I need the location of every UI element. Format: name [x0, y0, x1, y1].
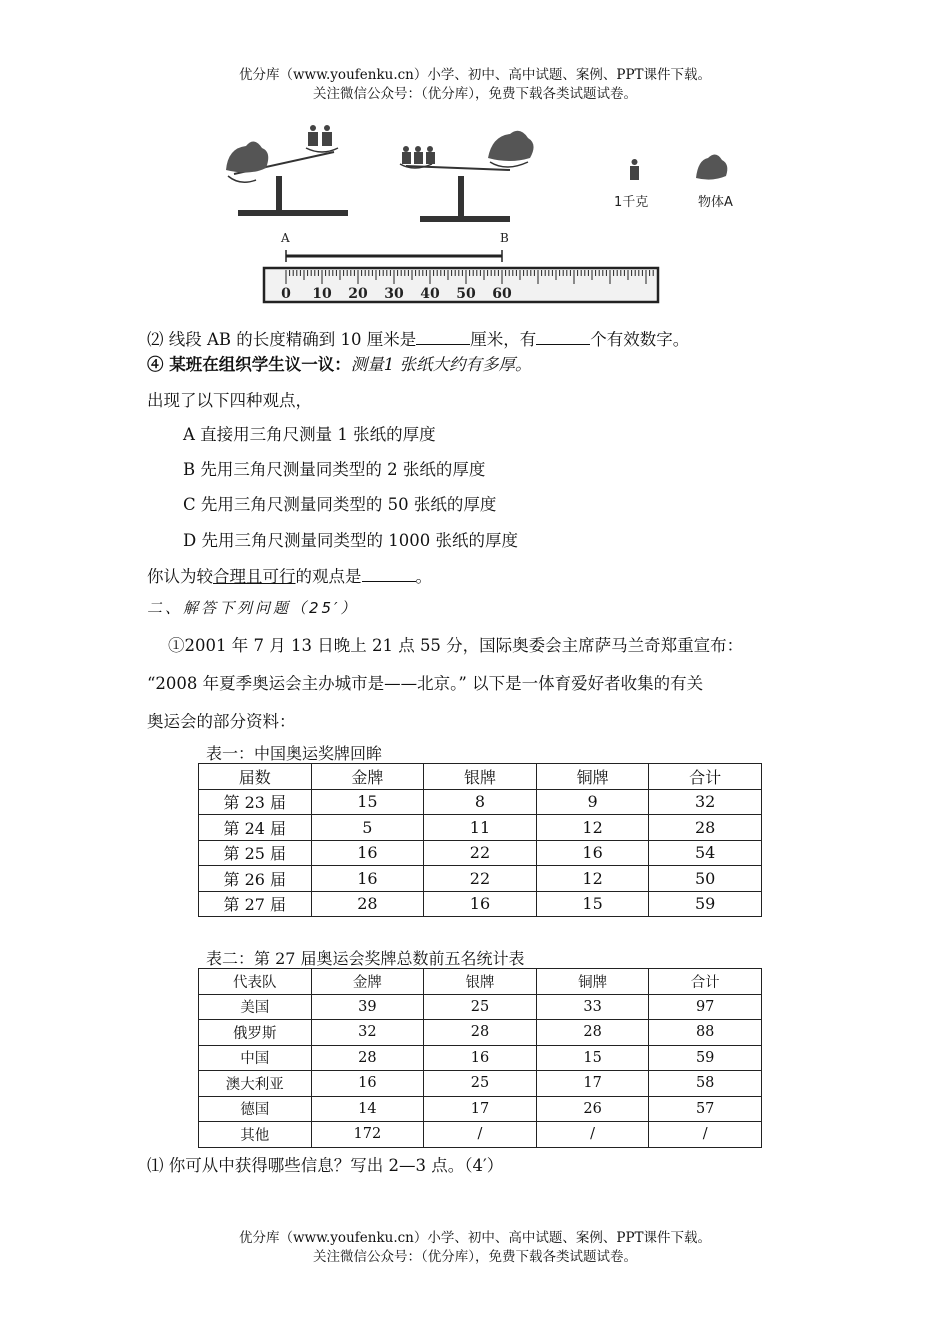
table-cell: 26 [536, 1096, 649, 1122]
answer-blank[interactable] [362, 567, 416, 582]
table-2 [198, 968, 762, 1148]
table-1 [198, 763, 762, 917]
table-cell: / [424, 1122, 537, 1148]
table-cell: 17 [424, 1096, 537, 1122]
table-cell: 39 [311, 994, 424, 1020]
table-row [199, 994, 762, 1020]
table-cell: 8 [424, 789, 537, 815]
weight-block [402, 152, 411, 164]
weight-block [426, 152, 435, 164]
table-header-cell: 铜牌 [536, 969, 649, 995]
left-balance [226, 125, 348, 216]
option-c: C 先用三角尺测量同类型的 50 张纸的厚度 [183, 495, 497, 514]
object-a-shape [488, 131, 534, 161]
weight-legend-label: 1千克 [614, 195, 649, 210]
ruler-label: 30 [384, 286, 404, 302]
table-row [199, 789, 762, 815]
table-1-caption: 表一：中国奥运奖牌回眸 [206, 744, 383, 763]
table-row [199, 1071, 762, 1097]
option-d: D 先用三角尺测量同类型的 1000 张纸的厚度 [183, 531, 518, 550]
table-cell: 俄罗斯 [199, 1020, 312, 1046]
table-cell: 97 [649, 994, 762, 1020]
paragraph-line-2: “2008 年夏季奥运会主办城市是——北京。” 以下是一体育爱好者收集的有关 [147, 674, 704, 693]
weight-block [322, 132, 332, 146]
table-row [199, 866, 762, 892]
table-cell: 9 [536, 789, 649, 815]
answer-line: 你认为较合理且可行的观点是 。 [147, 567, 432, 586]
table-header-cell: 银牌 [424, 764, 537, 790]
legend [614, 154, 733, 210]
table-cell: 16 [536, 840, 649, 866]
ruler-label: 0 [281, 286, 291, 302]
header-line-2: 关注微信公众号：（优分库），免费下载各类试题试卷。 [313, 86, 637, 102]
footer-line-1: 优分库（www.youfenku.cn）小学、初中、高中试题、案例、PPT课件下载。 [238, 1230, 712, 1246]
table-cell: 33 [536, 994, 649, 1020]
ruler-label: 50 [456, 286, 476, 302]
table-header-cell: 合计 [649, 764, 762, 790]
weight-legend-icon [630, 166, 639, 180]
table-cell: 16 [424, 1045, 537, 1071]
footer-line-2: 关注微信公众号：（优分库），免费下载各类试题试卷。 [313, 1249, 637, 1265]
table-cell: 16 [311, 1071, 424, 1097]
table-cell: 50 [649, 866, 762, 892]
table-row [199, 1122, 762, 1148]
table-cell: 第 25 届 [199, 840, 312, 866]
table-header-cell: 届数 [199, 764, 312, 790]
table-header-cell: 代表队 [199, 969, 312, 995]
table-cell: 58 [649, 1071, 762, 1097]
table-cell: 15 [311, 789, 424, 815]
table-cell: 28 [311, 1045, 424, 1071]
table-cell: 14 [311, 1096, 424, 1122]
table-row [199, 840, 762, 866]
table-cell: 第 26 届 [199, 866, 312, 892]
table-cell: 其他 [199, 1122, 312, 1148]
table-header-cell: 合计 [649, 969, 762, 995]
table-cell: 59 [649, 891, 762, 917]
table-cell: 第 27 届 [199, 891, 312, 917]
question-2: ⑵ 线段 AB 的长度精确到 10 厘米是 厘米，有 个有效数字。 [147, 330, 690, 349]
table-cell: 第 23 届 [199, 789, 312, 815]
table-cell: 25 [424, 1071, 537, 1097]
table-cell: 28 [536, 1020, 649, 1046]
table-cell: 5 [311, 815, 424, 841]
table-cell: 25 [424, 994, 537, 1020]
table-header-cell: 银牌 [424, 969, 537, 995]
question-last: ⑴ 你可从中获得哪些信息？写出 2—3 点。（4′） [147, 1156, 504, 1175]
table-row [199, 891, 762, 917]
table-header-cell: 金牌 [311, 969, 424, 995]
table-cell: 17 [536, 1071, 649, 1097]
ruler-label: 40 [420, 286, 440, 302]
table-cell: 28 [311, 891, 424, 917]
table-row [199, 815, 762, 841]
table-cell: 172 [311, 1122, 424, 1148]
table-cell: 22 [424, 840, 537, 866]
table-cell: 澳大利亚 [199, 1071, 312, 1097]
option-b: B 先用三角尺测量同类型的 2 张纸的厚度 [183, 460, 486, 479]
object-legend-icon [696, 154, 727, 179]
option-a: A 直接用三角尺测量 1 张纸的厚度 [183, 425, 436, 444]
views-intro: 出现了以下四种观点， [147, 391, 312, 410]
table-cell: 16 [311, 866, 424, 892]
table-cell: 美国 [199, 994, 312, 1020]
point-a-label: A [281, 231, 290, 245]
question-4: ④ 某班在组织学生议一议：测量1 张纸大约有多厚。 [147, 355, 532, 374]
table-header-row [199, 764, 762, 790]
table-cell: 59 [649, 1045, 762, 1071]
balance-ruler-figure [210, 118, 733, 308]
answer-blank[interactable] [416, 330, 470, 345]
right-balance [400, 131, 534, 222]
table-cell: 28 [424, 1020, 537, 1046]
paragraph-line-1: ①2001 年 7 月 13 日晚上 21 点 55 分，国际奥委会主席萨马兰奇郑重宣布： [168, 636, 744, 655]
table-cell: 22 [424, 866, 537, 892]
table-cell: 28 [649, 815, 762, 841]
object-a-shape [226, 141, 268, 172]
table-cell: 15 [536, 1045, 649, 1071]
table-cell: 16 [424, 891, 537, 917]
table-cell: 12 [536, 815, 649, 841]
table-cell: / [536, 1122, 649, 1148]
header-line-1: 优分库（www.youfenku.cn）小学、初中、高中试题、案例、PPT课件下载。 [238, 67, 712, 83]
object-legend-label: 物体A [698, 195, 733, 210]
table-header-cell: 铜牌 [536, 764, 649, 790]
table-cell: 15 [536, 891, 649, 917]
answer-blank[interactable] [536, 330, 590, 345]
table-row [199, 1045, 762, 1071]
table-cell: 11 [424, 815, 537, 841]
weight-block [414, 152, 423, 164]
ruler [264, 268, 658, 302]
table-cell: 88 [649, 1020, 762, 1046]
section-2-title: 二、解答下列问题（25′） [147, 599, 359, 617]
ruler-label: 10 [312, 286, 332, 302]
table-cell: 54 [649, 840, 762, 866]
table-cell: 16 [311, 840, 424, 866]
paragraph-line-3: 奥运会的部分资料： [147, 712, 296, 731]
weight-block [308, 132, 318, 146]
ruler-label: 60 [492, 286, 512, 302]
table-cell: 32 [649, 789, 762, 815]
table-header-cell: 金牌 [311, 764, 424, 790]
table-cell: 第 24 届 [199, 815, 312, 841]
table-row [199, 1020, 762, 1046]
table-cell: 32 [311, 1020, 424, 1046]
table-row [199, 1096, 762, 1122]
table-cell: 德国 [199, 1096, 312, 1122]
point-b-label: B [500, 231, 509, 245]
table-cell: 中国 [199, 1045, 312, 1071]
table-2-caption: 表二：第 27 届奥运会奖牌总数前五名统计表 [206, 949, 525, 968]
table-header-row [199, 969, 762, 995]
table-cell: / [649, 1122, 762, 1148]
table-cell: 57 [649, 1096, 762, 1122]
table-cell: 12 [536, 866, 649, 892]
ruler-label: 20 [348, 286, 368, 302]
